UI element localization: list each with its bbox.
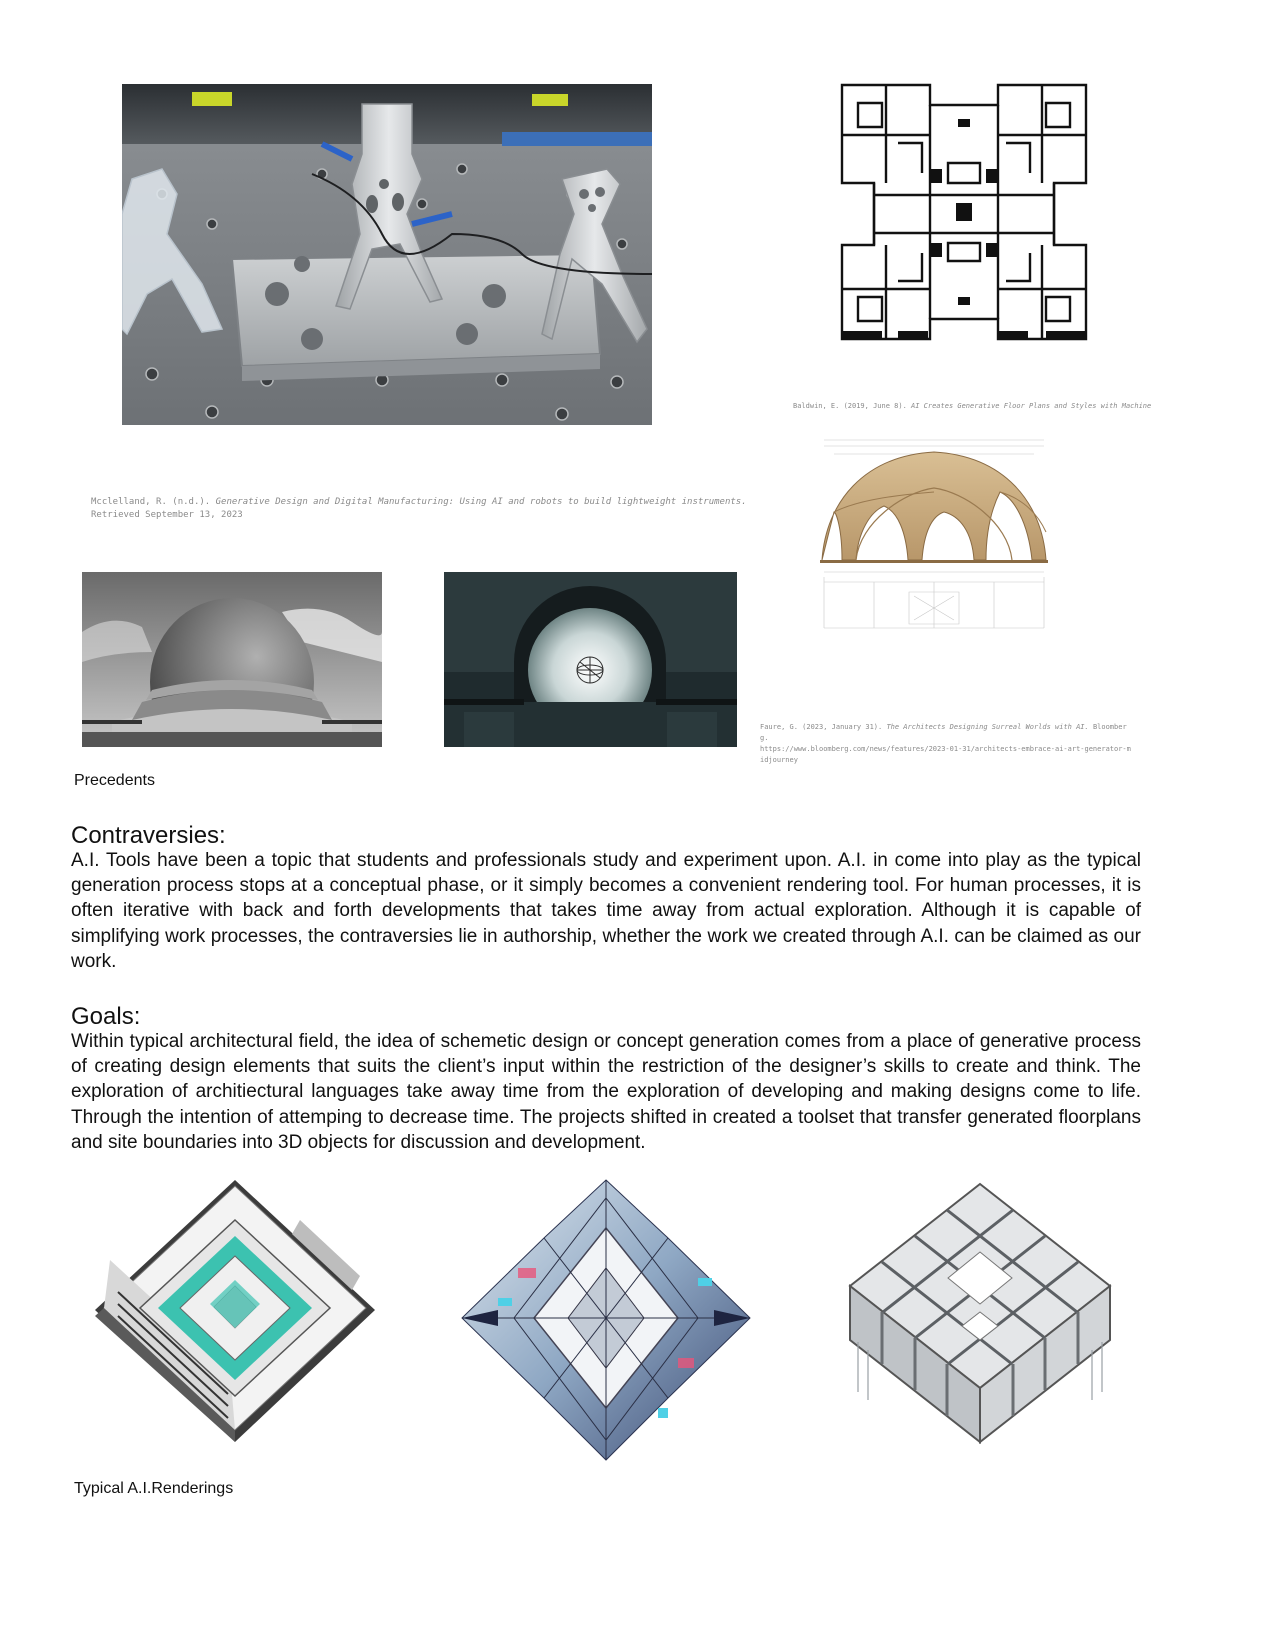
heading-goals: Goals: xyxy=(71,1003,141,1030)
heading-contraversies: Contraversies: xyxy=(71,822,226,849)
paragraph-contraversies: A.I. Tools have been a topic that students and professionals study and experiment upon. A.I. in come into play as the typical generation process stops at a conceptual phase, or it simply becomes a convenient rendering tool. For human processes, it is often iterative with back and forth developments that takes time away from actual exploration. Although it is capable of simplifying work processes, the contraversies lie in authorship, whether the work we created through A.I. can be claimed as our work. xyxy=(71,850,1141,972)
citation-faure-publisher: Bloomberg. xyxy=(760,723,1127,742)
sphere-cenotaph-engraving xyxy=(82,572,382,747)
citation-faure-title: The Architects Designing Surreal Worlds with AI. xyxy=(886,723,1089,731)
citation-mcclelland-retrieved: Retrieved September 13, 2023 xyxy=(91,510,243,521)
grid-cube-render xyxy=(848,1182,1112,1444)
metal-parts-photo xyxy=(122,84,652,425)
citation-mcclelland-authors: Mcclelland, R. (n.d.). xyxy=(91,497,216,507)
citation-faure xyxy=(760,722,1132,765)
citation-baldwin-authors: Baldwin, E. (2019, June 8). xyxy=(793,402,912,410)
crystal-structure-render xyxy=(458,1178,754,1462)
floor-plan-drawing xyxy=(838,83,1090,341)
caption-renderings: Typical A.I.Renderings xyxy=(74,1480,234,1497)
citation-baldwin-title: AI Creates Generative Floor Plans and Styles with Machine xyxy=(911,402,1152,410)
citation-faure-authors: Faure, G. (2023, January 31). xyxy=(760,723,887,731)
citation-mcclelland xyxy=(91,496,747,522)
citation-faure-url: https://www.bloomberg.com/news/features/2023-01-31/architects-embrace-ai-art-generator-midjourney xyxy=(760,744,1131,764)
caption-precedents: Precedents xyxy=(74,772,155,789)
vaulted-pavilion-drawing xyxy=(814,432,1054,634)
paragraph-goals: Within typical architectural field, the idea of schemetic design or concept generation comes from a place of generative process of creating design elements that suits the client’s input within the restriction of the designer’s skills to create and think. The exploration of architiectural languages take away time from the exploration of developing and making designs come to life. Through the intention of attemping to decrease time. The projects shifted in created a toolset that transfer generated floorplans and site boundaries into 3D objects for discussion and development. xyxy=(71,1031,1141,1153)
citation-mcclelland-title: Generative Design and Digital Manufacturing: Using AI and robots to build lightweight instruments. xyxy=(215,497,747,507)
teal-building-render xyxy=(90,1180,380,1448)
sphere-cenotaph-night-engraving xyxy=(444,572,737,747)
citation-baldwin xyxy=(793,401,1151,411)
